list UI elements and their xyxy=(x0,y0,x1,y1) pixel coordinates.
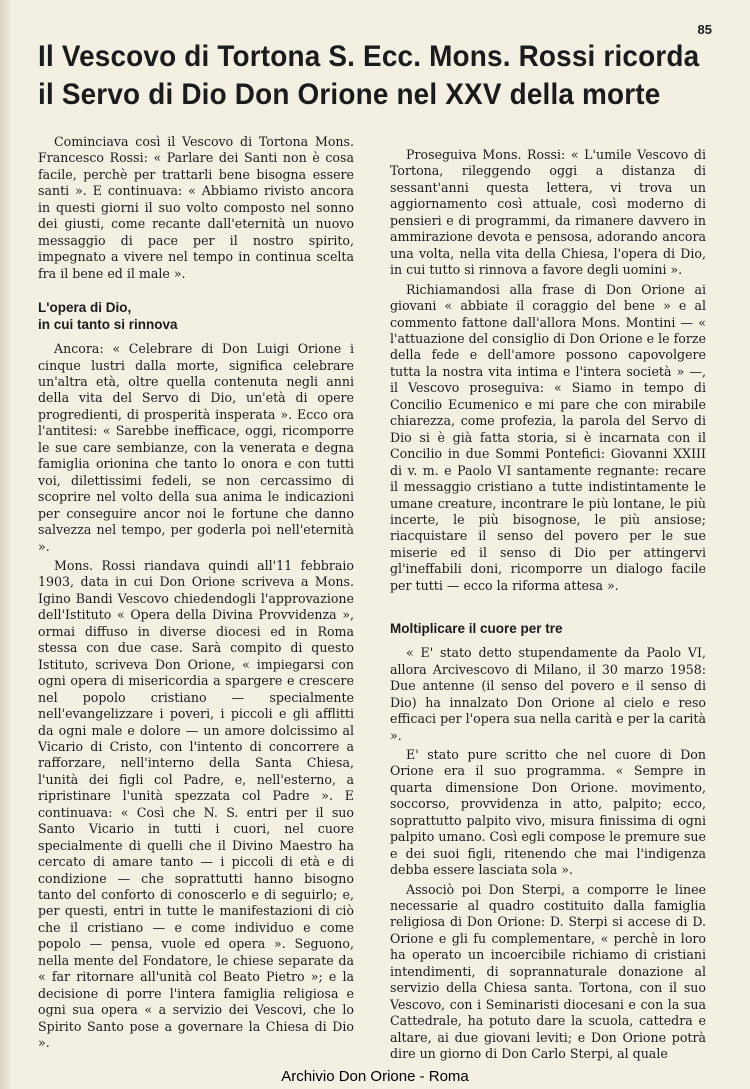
paragraph: Proseguiva Mons. Rossi: « L'umile Vescovo di Tortona, rileggendo oggi a distanza di sessant'anni questa lettera, vi trova un aggiornamento così attuale, così moderno di pensieri e di programmi, da rimanere davvero in ammirazione devota e pensosa, adorando ancora una volta, nella vita della Chiesa, l'opera di Dio, in cui tutto si rinnova a favore degli uomini ». xyxy=(390,147,706,278)
title-line-2: il Servo di Dio Don Orione nel XXV della morte xyxy=(38,78,661,111)
paragraph: Associò poi Don Sterpi, a comporre le linee necessarie al quadro costituito dalla famiglia religiosa di Don Orione: D. Sterpi si accese di D. Orione e gli fu complementare, « perchè in loro ha operato un incoercibile richiamo di cristiani intendimenti, di soprannaturale donazione al servizio della Chiesa santa. Tortona, con il suo Vescovo, con i Seminaristi diocesani e con la sua Cattedrale, ha potuto dare la scuola, cattedra e altare, ai due giovani leviti; e Don Orione potrà dire un giorno di Don Carlo Sterpi, al quale xyxy=(390,881,706,1062)
title-line-1: Il Vescovo di Tortona S. Ecc. Mons. Rossi ricorda xyxy=(38,40,700,73)
archive-footer: Archivio Don Orione - Roma xyxy=(281,1068,469,1085)
page-number: 85 xyxy=(697,22,712,37)
right-column xyxy=(390,147,706,1066)
article-title xyxy=(38,38,700,114)
section-heading: Moltiplicare il cuore per tre xyxy=(390,621,563,637)
section-heading xyxy=(38,299,354,333)
paragraph: E' stato pure scritto che nel cuore di Don Orione era il suo programma. « Sempre in quarta dimensione Don Orione. movimento, soccorso, provvidenza in atto, palpito; ecco, soprattutto palpito vivo, misura finissima di ogni palpito umano. Così egli compose le premure sue e dei suoi figli, ritenendo che mai l'indigenza debba essere lasciata sola ». xyxy=(390,746,706,878)
paragraph: Richiamandosi alla frase di Don Orione ai giovani « abbiate il coraggio del bene » e al commento fattone dall'allora Mons. Montini — « l'attuazione del consiglio di Don Orione e le forze della fede e dell'amore possono capovolgere tutta la nostra vita intima e l'intera società » —, il Vescovo proseguiva: « Siamo in tempo di Concilio Ecumenico e mi pare che con mirabile chiarezza, come profezia, la parola del Servo di Dio si è già fatta storia, si è incarnata con il Concilio in due Sommi Pontefici: Giovanni XXIII di v. m. e Paolo VI santamente regnante: recare il messaggio cristiano a tutte indistintamente le umane creature, incontrare le più lontane, le più incerte, le più bisognose, le più ansiose; riacquistare il senso del povero per le sue miserie ed il senso di Dio per attingervi gl'ineffabili doni, ricomporre un dialogo facile per tutti — ecco la riforma attesa ». xyxy=(390,281,706,593)
section-heading-line-2: in cui tanto si rinnova xyxy=(38,317,178,333)
section-heading-line-1: L'opera di Dio, xyxy=(38,300,132,316)
paragraph: Ancora: « Celebrare di Don Luigi Orione i cinque lustri dalla morte, significa celebrare un'altra età, oltre quella contenuta negli anni della vita del Servo di Dio, un'età di opere progredienti, di prosperità insperata ». Ecco ora l'antitesi: « Sarebbe inefficace, oggi, ricomporre le sue care sembianze, con la venerata e degna famiglia orionina che tanto lo onora e con tutti voi, dilettissimi fedeli, se non cercassimo di scoprire nel volto della sua anima le indicazioni per conseguire ancor noi le fortune che danno salvezza nel tempo, per goderla poi nell'eternità ». xyxy=(38,341,354,554)
paragraph: Mons. Rossi riandava quindi all'11 febbraio 1903, data in cui Don Orione scriveva a Mons. Igino Bandi Vescovo chiedendogli l'approvazione dell'Istituto « Opera della Divina Provvidenza », ormai diffuso in diverse diocesi ed in Roma stessa con due case. Sarà compito di questo Istituto, scriveva Don Orione, « impiegarsi con ogni opera di misericordia a spargere e crescere nel popolo cristiano — specialmente nell'evangelizzare i poveri, i piccoli e gli afflitti da ogni male e dolore — un amore dolcissimo al Vicario di Cristo, con l'intento di concorrere a rafforzare, nell'interno della Santa Chiesa, l'unità dei figli col Padre, e, nell'esterno, a ripristinare l'unità spezzata col Padre ». E continuava: « Così che N. S. entri per il suo Santo Vicario in tutti i cuori, nel cuore specialmente di quelli che il Divino Maestro ha cercato di amare tanto — i piccoli di età e di condizione — che soprattutti hanno bisogno tanto del conforto di conoscerlo e di seguirlo; e, per questi, entri in tutte le manifestazioni di ciò che il cristiano — e come individuo e come popolo — pensa, vuole ed opera ». Seguono, nella mente del Fondatore, le chiese separate da « far ritornare all'unità col Beato Pietro »; e la decisione di porre l'intera famiglia religiosa e ogni sua opera « a servizio dei Vescovi, che lo Spirito Santo pose a governare la Chiesa di Dio ». xyxy=(38,557,354,1051)
page-edge-shadow xyxy=(0,0,10,1089)
paragraph: « E' stato detto stupendamente da Paolo VI, allora Arcivescovo di Milano, il 30 marzo 1958: Due antenne (il senso del povero e il senso di Dio) ha innalzato Don Orione al cielo e reso efficaci per l'opera sua nella carità e per la carità ». xyxy=(390,645,706,743)
left-column xyxy=(38,134,354,1055)
paragraph: Cominciava così il Vescovo di Tortona Mons. Francesco Rossi: « Parlare dei Santi non è cosa facile, perchè per trattarli bene bisogna essere santi ». E continuava: « Abbiamo rivisto ancora in questi giorni il suo volto composto nel sonno dei giusti, come recante dall'eternità un nuovo messaggio di pace per il nostro spirito, impegnato a vivere nel tempo in continua scelta fra il bene ed il male ». xyxy=(38,134,354,281)
